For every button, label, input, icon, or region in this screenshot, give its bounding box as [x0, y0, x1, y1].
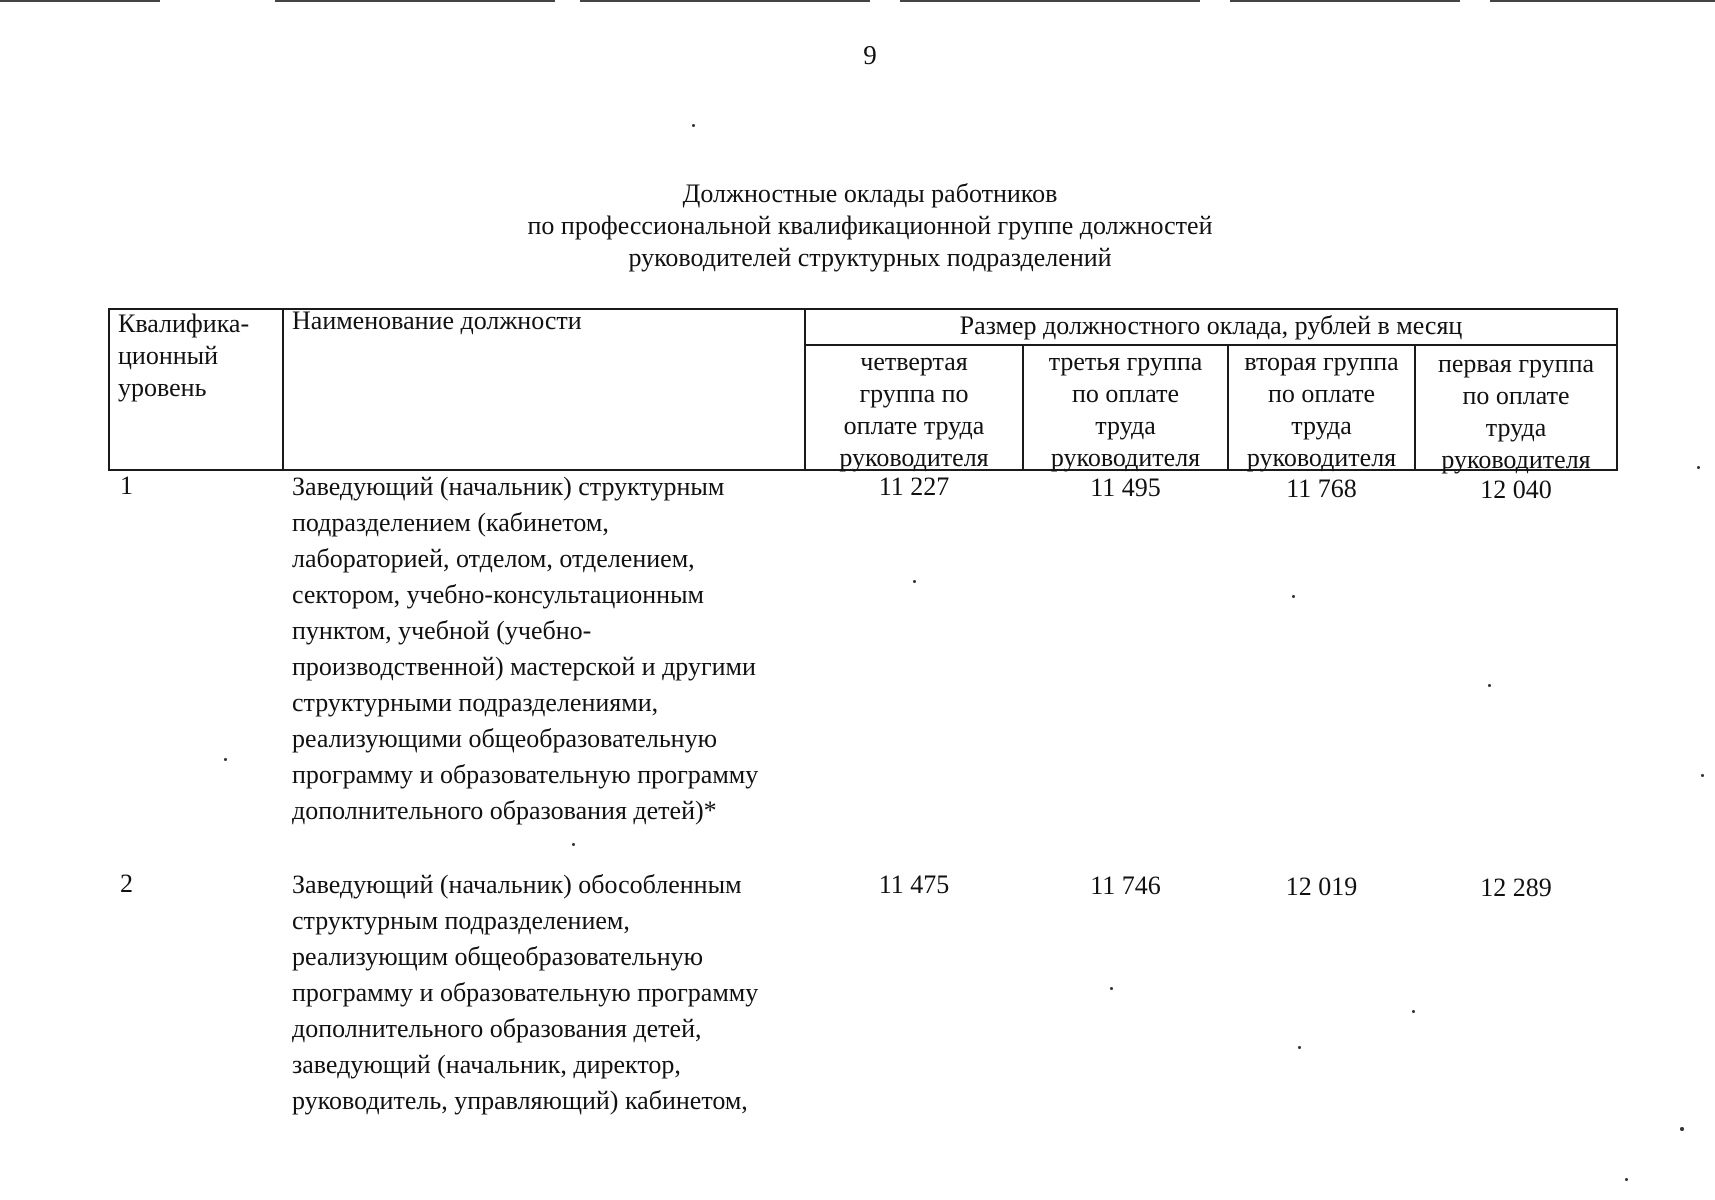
row-level: 2 — [120, 869, 133, 898]
scan-edge-line — [1490, 0, 1715, 2]
header-col-second-group: вторая группа по оплате труда руководителя — [1244, 347, 1399, 472]
row-value-second: 11 768 — [1286, 474, 1357, 503]
header-position: Наименование должности — [292, 306, 582, 335]
title-line: по профессиональной квалификационной группе должностей — [527, 211, 1213, 240]
scan-speck — [1292, 595, 1295, 598]
row-position: Заведующий (начальник) обособленным структурным подразделением, реализующим общеобразовательную программу и образовательную программу дополнительного образования детей, заведующий (начальник, директор, руководитель, управляющий) кабинетом, — [292, 870, 759, 1115]
scan-speck — [1298, 1046, 1301, 1049]
scan-speck — [1625, 1178, 1628, 1181]
title-line: руководителей структурных подразделений — [628, 243, 1112, 272]
row-value-third: 11 746 — [1090, 871, 1161, 900]
row-level: 1 — [120, 471, 133, 500]
header-col-first-group: первая группа по оплате труда руководителя — [1437, 349, 1595, 474]
scan-edge-line — [1230, 0, 1460, 2]
scan-edge-line — [275, 0, 555, 2]
scan-speck — [1488, 684, 1491, 687]
column-divider — [282, 308, 284, 471]
row-value-first: 12 289 — [1480, 873, 1552, 902]
row-value-fourth: 11 227 — [878, 472, 950, 501]
scan-speck — [224, 758, 227, 761]
row-position: Заведующий (начальник) структурным подразделением (кабинетом, лабораторией, отделом, отделением, сектором, учебно-консультационным пунктом, учебной (учебно- производственной) мастерской и другими структурными подразделениями, реализующими общеобразовательную программу и образовательную программу дополнительного образования детей)* — [292, 472, 759, 825]
table-title — [0, 178, 1715, 274]
row-value-second: 12 019 — [1285, 872, 1358, 901]
header-level: Квалифика- ционный уровень — [118, 309, 250, 402]
scan-speck — [572, 843, 575, 846]
page-number: 9 — [863, 40, 877, 70]
scan-speck — [1680, 1127, 1684, 1131]
header-salary-group: Размер должностного оклада, рублей в месяц — [959, 311, 1463, 340]
row-value-first: 12 040 — [1480, 475, 1552, 504]
title-line: Должностные оклады работников — [682, 179, 1058, 208]
header-col-third-group: третья группа по оплате труда руководителя — [1048, 347, 1203, 472]
scan-edge-line — [0, 0, 160, 2]
scan-speck — [1697, 466, 1700, 469]
row-value-fourth: 11 475 — [878, 870, 950, 899]
table-border-right — [1616, 308, 1618, 471]
scan-speck — [1701, 774, 1704, 777]
scan-speck — [1110, 987, 1113, 990]
scan-speck — [1412, 1010, 1415, 1013]
table-border-left — [108, 308, 110, 471]
header-col-fourth-group: четвертая группа по оплате труда руководителя — [839, 347, 989, 472]
scan-speck — [913, 580, 916, 583]
scan-speck — [692, 124, 695, 127]
scan-edge-line — [900, 0, 1200, 2]
scan-edge-line — [580, 0, 870, 2]
row-value-third: 11 495 — [1090, 473, 1161, 502]
